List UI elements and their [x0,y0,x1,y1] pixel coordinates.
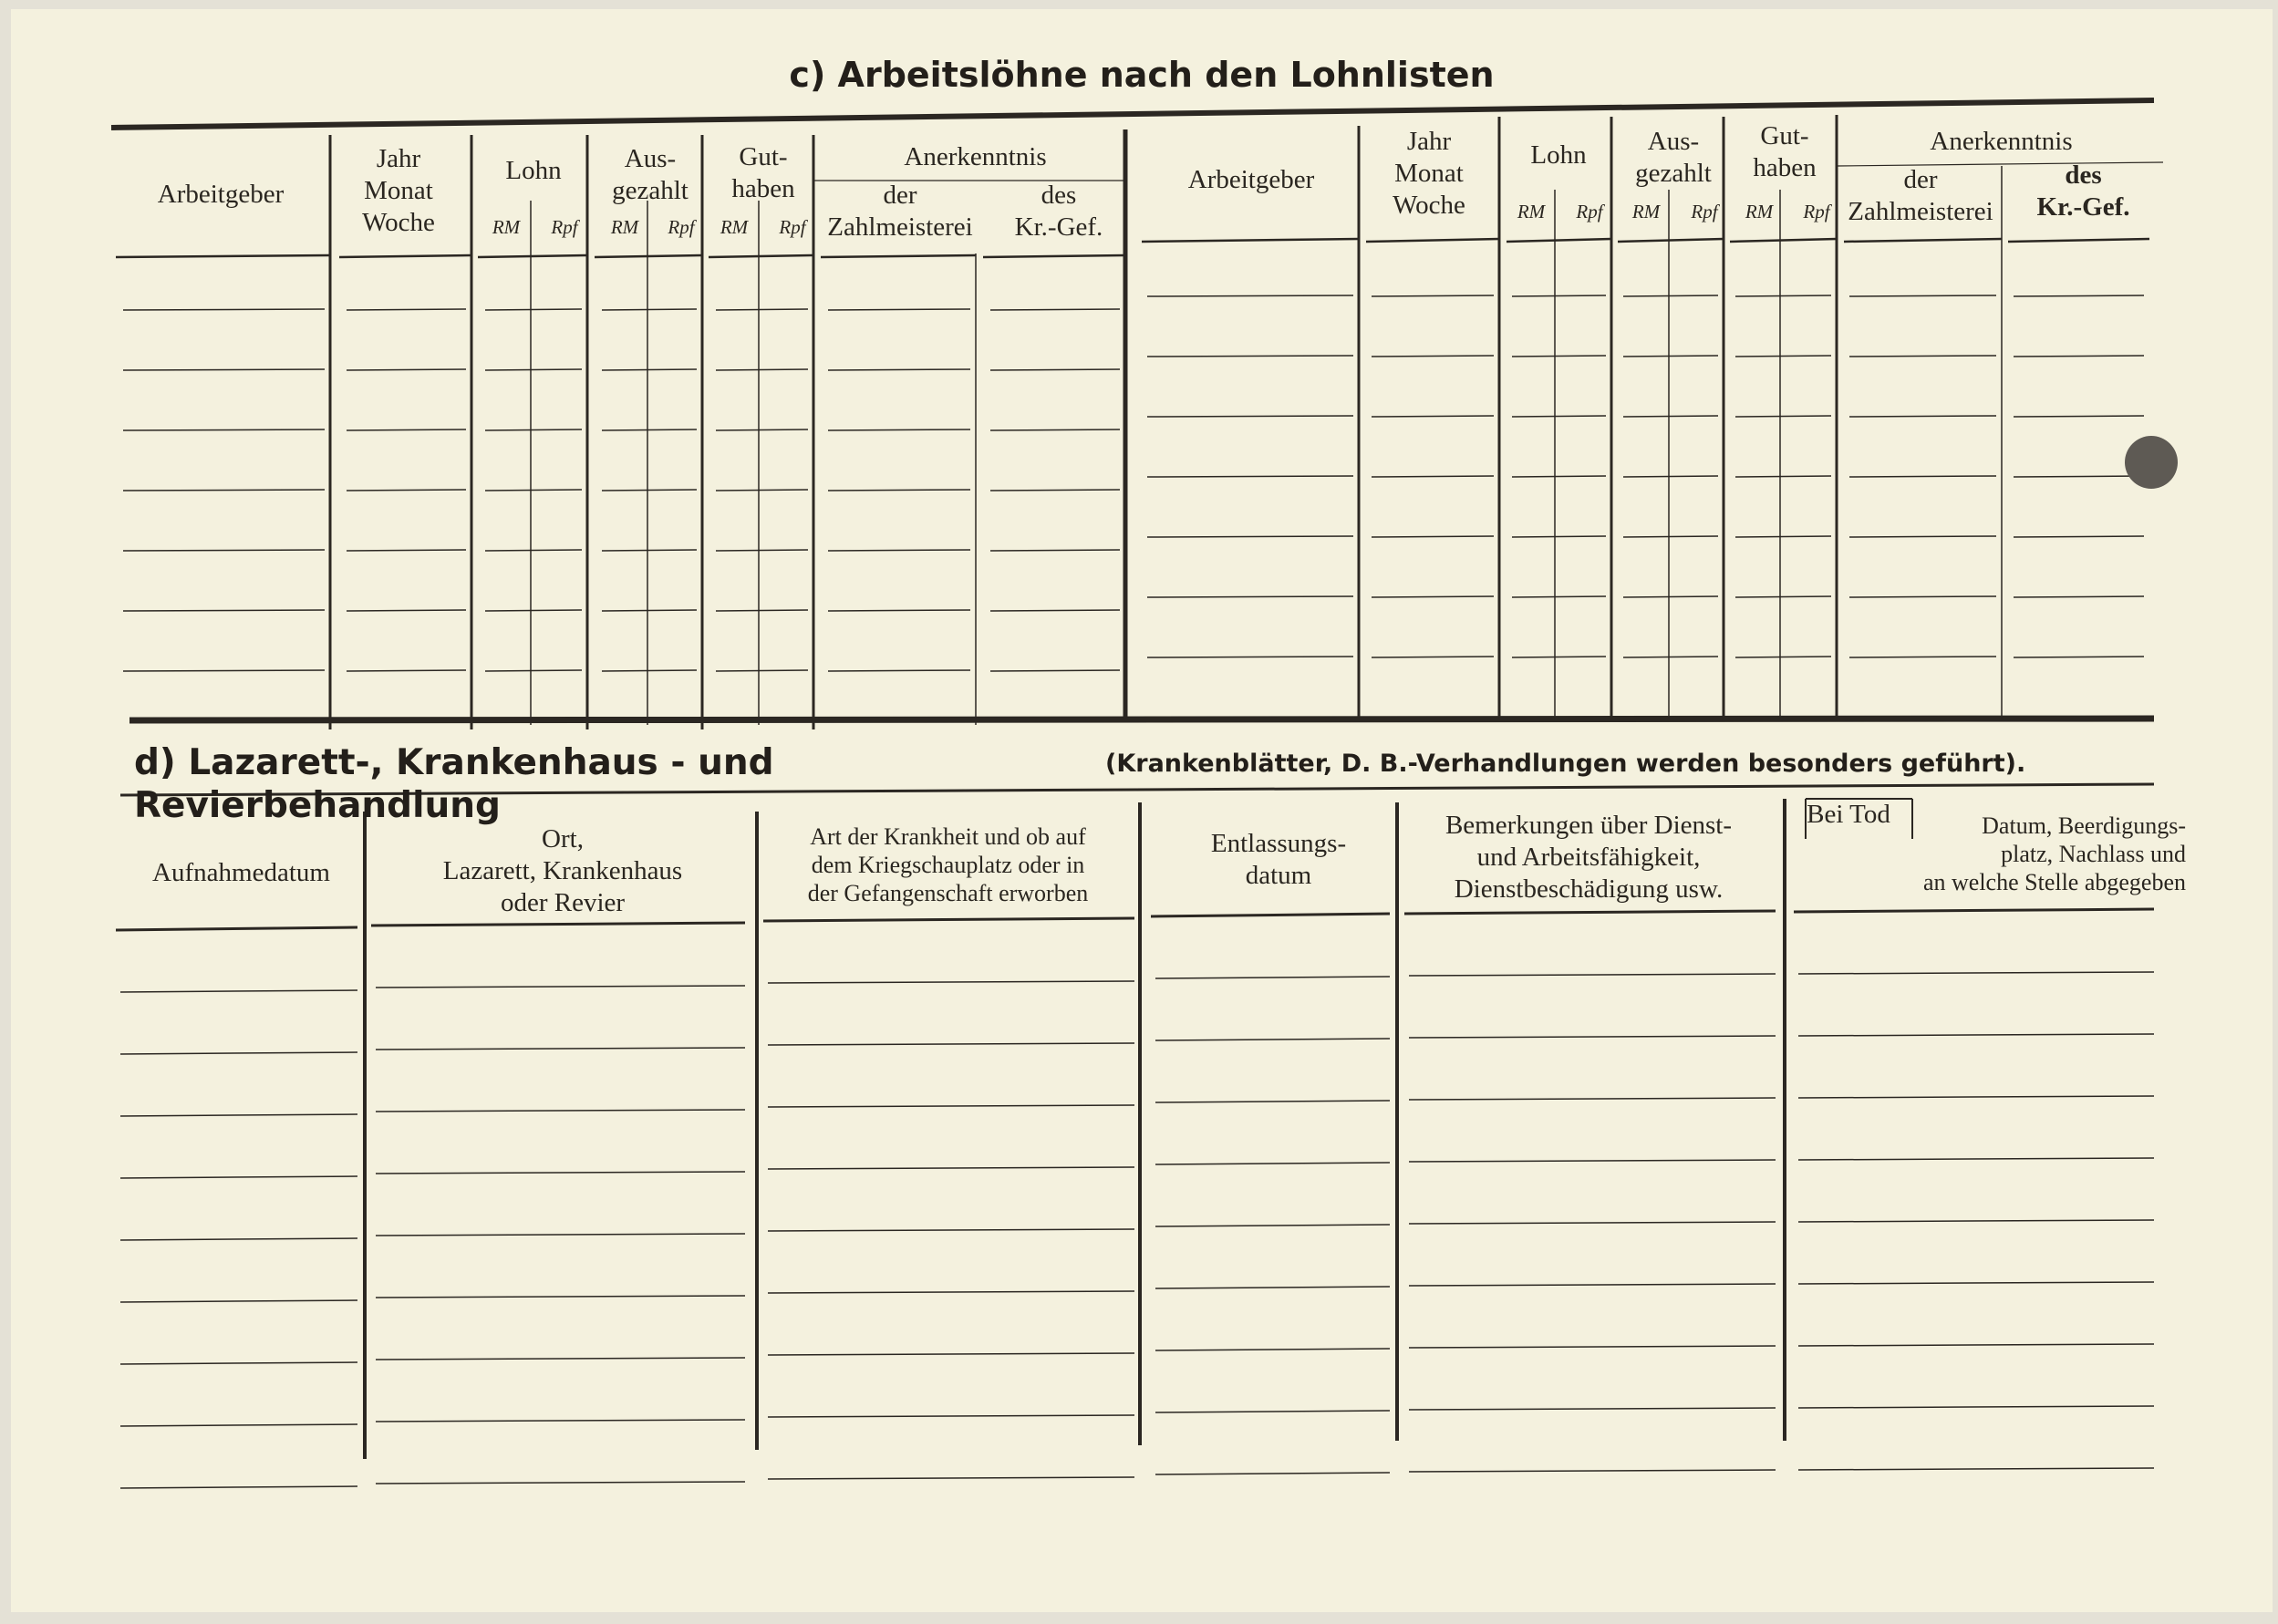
entry-line [1409,1408,1776,1410]
header-krgef-left: des Kr.-Gef. [1014,181,1103,242]
entry-line [120,1300,357,1302]
entry-line [1623,596,1718,597]
header-lohn-left: Lohn [505,156,562,185]
entry-line [1155,1039,1390,1040]
entry-line [123,369,325,370]
header-underline [1366,239,1499,242]
entry-line [1372,536,1494,537]
entry-line [828,610,970,611]
entry-line [602,490,697,491]
entry-line [485,369,582,370]
entry-line [1798,1282,2154,1284]
entry-line [1147,295,1353,296]
entry-line [123,490,325,491]
entry-line [123,670,325,671]
entry-line [1512,416,1606,417]
entry-line [2014,596,2144,597]
entry-line [376,1048,745,1050]
section-c-title: c) Arbeitslöhne nach den Lohnlisten [789,55,1495,95]
entry-line [120,1362,357,1364]
header-rpf-guthaben-left: Rpf [779,216,806,238]
entry-line [990,670,1120,671]
header-underline [595,255,702,257]
header-underline [2008,239,2149,242]
entry-line [768,1043,1134,1045]
entry-line [485,309,582,310]
entry-line [120,990,357,992]
header-rm-ausgezahlt-left: RM [610,216,639,238]
header-underline [1844,239,2002,242]
entry-line [485,610,582,611]
header-underline [1404,911,1776,914]
header-rm-lohn-right: RM [1517,201,1546,222]
entry-line [1798,1034,2154,1036]
entry-line [716,550,808,551]
entry-line [990,429,1120,430]
entry-line [1409,974,1776,976]
header-guthaben-right: Gut- haben [1753,121,1817,182]
entry-line [990,610,1120,611]
entry-line [1409,1036,1776,1038]
entry-line [376,1296,745,1298]
entry-line [2014,295,2144,296]
entry-line [1409,1160,1776,1162]
entry-line [1409,1470,1776,1472]
entry-line [1372,356,1494,357]
entry-line [768,1353,1134,1355]
entry-line [123,550,325,551]
entry-line [347,670,466,671]
header-rm-lohn-left: RM [492,216,521,238]
entry-line [123,309,325,310]
entry-line [1512,356,1606,357]
entry-line [1155,1101,1390,1102]
entry-line [716,429,808,430]
entry-line [1623,536,1718,537]
header-bei-tod: Bei Tod [1807,800,1890,829]
header-underline [1142,239,1359,242]
entry-line [768,1105,1134,1107]
entry-line [1409,1346,1776,1348]
entry-line [1798,1468,2154,1470]
header-arbeitgeber-left: Arbeitgeber [157,180,285,209]
header-guthaben-left: Gut- haben [731,142,795,203]
entry-line [1849,596,1996,597]
entry-line [768,1229,1134,1231]
entry-line [716,309,808,310]
entry-line [768,1415,1134,1417]
header-underline [1730,239,1837,242]
entry-line [768,1291,1134,1293]
header-zahlmeisterei-right: der Zahlmeisterei [1848,165,1993,226]
entry-line [123,429,325,430]
entry-line [768,1167,1134,1169]
entry-line [1798,972,2154,974]
entry-line [1155,1225,1390,1226]
entry-line [716,670,808,671]
entry-line [1798,1158,2154,1160]
entry-line [376,986,745,988]
entry-line [1798,1220,2154,1222]
header-underline [709,255,813,257]
entry-line [1623,416,1718,417]
entry-line [716,369,808,370]
header-underline [1151,914,1390,916]
header-art-der-krankheit: Art der Krankheit und ob auf dem Kriegschauplatz oder in der Gefangenschaft erworben [807,823,1089,907]
entry-line [120,1176,357,1178]
entry-line [828,429,970,430]
entry-line [123,610,325,611]
entry-line [1798,1344,2154,1346]
entry-line [768,1477,1134,1479]
entry-line [716,610,808,611]
header-jahr-monat-woche-left: Jahr Monat Woche [362,144,435,237]
entry-line [347,309,466,310]
entry-line [1155,977,1390,978]
entry-line [602,550,697,551]
header-rm-guthaben-left: RM [720,216,749,238]
entry-line [1512,596,1606,597]
entry-line [828,490,970,491]
entry-line [602,610,697,611]
entry-line [347,550,466,551]
entry-line [1798,1406,2154,1408]
entry-line [1409,1222,1776,1224]
entry-line [1372,416,1494,417]
entry-line [376,1482,745,1484]
entry-line [347,490,466,491]
entry-line [1512,536,1606,537]
entry-line [602,429,697,430]
entry-line [2014,356,2144,357]
entry-line [1623,356,1718,357]
entry-line [1155,1163,1390,1164]
entry-line [768,981,1134,983]
entry-line [2014,476,2144,477]
entry-line [376,1110,745,1112]
entry-line [1735,476,1831,477]
header-rpf-lohn-right: Rpf [1576,201,1603,222]
header-underline [1794,909,2154,912]
entry-line [716,490,808,491]
entry-line [376,1420,745,1422]
header-arbeitgeber-right: Arbeitgeber [1187,165,1315,194]
header-underline [763,918,1134,921]
entry-line [2014,416,2144,417]
header-underline [1507,239,1611,242]
header-rm-guthaben-right: RM [1745,201,1774,222]
section-d-title: d) Lazarett-, Krankenhaus - und Revierbehandlung [134,742,774,826]
entry-line [1735,416,1831,417]
entry-line [990,550,1120,551]
entry-line [485,490,582,491]
entry-line [1155,1473,1390,1474]
entry-line [1147,416,1353,417]
entry-line [485,670,582,671]
entry-line [347,429,466,430]
header-aufnahmedatum: Aufnahmedatum [152,858,330,887]
header-datum-beerdigung: Datum, Beerdigungs- platz, Nachlass und an welche Stelle abgegeben [1922,812,2186,896]
header-ausgezahlt-left: Aus- gezahlt [612,144,689,205]
entry-line [120,1424,357,1426]
entry-line [2014,536,2144,537]
entry-line [376,1358,745,1360]
entry-line [485,429,582,430]
entry-line [485,550,582,551]
entry-line [1849,356,1996,357]
entry-line [1372,295,1494,296]
header-bemerkungen: Bemerkungen über Dienst- und Arbeitsfähigkeit, Dienstbeschädigung usw. [1444,811,1733,904]
entry-line [1849,536,1996,537]
header-rpf-guthaben-right: Rpf [1803,201,1830,222]
entry-line [1735,295,1831,296]
entry-line [602,309,697,310]
header-entlassungsdatum: Entlassungs- datum [1210,829,1347,890]
entry-line [1147,476,1353,477]
entry-line [347,610,466,611]
rule-top-c [111,100,2154,128]
header-underline [339,255,471,257]
header-rm-ausgezahlt-right: RM [1631,201,1661,222]
entry-line [828,670,970,671]
entry-line [602,369,697,370]
section-d-note: (Krankenblätter, D. B.-Verhandlungen werden besonders geführt). [1105,750,2026,778]
header-krgef-right: des Kr.-Gef. [2036,160,2130,222]
entry-line [1798,1096,2154,1098]
header-ort: Ort, Lazarett, Krankenhaus oder Revier [442,824,683,917]
entry-line [1147,596,1353,597]
header-underline [371,923,745,926]
entry-line [120,1238,357,1240]
entry-line [120,1114,357,1116]
header-jahr-monat-woche-right: Jahr Monat Woche [1393,127,1465,220]
header-underline [116,927,357,930]
entry-line [1512,476,1606,477]
entry-line [1155,1287,1390,1288]
entry-line [990,490,1120,491]
form-page [11,9,2273,1612]
entry-line [990,369,1120,370]
entry-line [1623,476,1718,477]
entry-line [120,1052,357,1054]
header-underline [1618,239,1724,242]
entry-line [1735,356,1831,357]
entry-line [1409,1098,1776,1100]
entry-line [1623,295,1718,296]
header-zahlmeisterei-left: der Zahlmeisterei [827,181,973,242]
entry-line [828,369,970,370]
entry-line [1155,1349,1390,1350]
entry-line [1512,295,1606,296]
entry-line [828,309,970,310]
entry-line [376,1234,745,1236]
entry-line [347,369,466,370]
header-rpf-lohn-left: Rpf [551,216,578,238]
header-underline [478,255,587,257]
entry-line [1372,476,1494,477]
entry-line [1735,596,1831,597]
entry-line [1409,1284,1776,1286]
header-ausgezahlt-right: Aus- gezahlt [1635,127,1712,188]
entry-line [1147,536,1353,537]
entry-line [1849,476,1996,477]
entry-line [1372,596,1494,597]
entry-line [1735,536,1831,537]
entry-line [602,670,697,671]
rule-bottom-c [129,719,2154,720]
entry-line [1849,295,1996,296]
header-anerkenntnis-left: Anerkenntnis [904,142,1047,171]
header-underline [821,255,976,257]
header-underline [116,255,330,257]
header-rpf-ausgezahlt-left: Rpf [668,216,695,238]
entry-line [828,550,970,551]
punch-hole [2125,436,2178,489]
entry-line [1147,356,1353,357]
header-rpf-ausgezahlt-right: Rpf [1691,201,1718,222]
entry-line [1155,1411,1390,1412]
header-anerkenntnis-right: Anerkenntnis [1930,127,2073,156]
entry-line [376,1172,745,1174]
entry-line [1849,416,1996,417]
header-underline [983,255,1125,257]
entry-line [990,309,1120,310]
entry-line [120,1486,357,1488]
header-lohn-right: Lohn [1530,140,1587,170]
